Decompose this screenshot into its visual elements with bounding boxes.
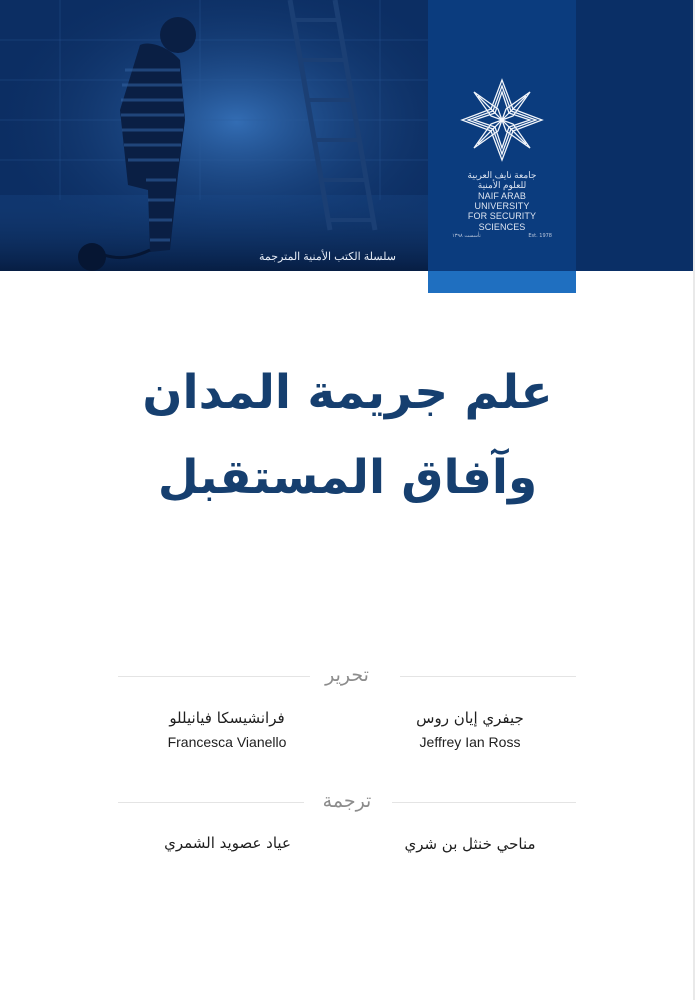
logo-english-line1: NAIF ARAB UNIVERSITY: [474, 190, 530, 212]
university-logo: [452, 78, 552, 239]
ball-and-chain: [78, 243, 106, 271]
editor1-arabic-name: جيفري إيان روس: [416, 709, 524, 727]
logo-arabic-line2: للعلوم الأمنية: [477, 180, 527, 191]
translator2-name: عياد عصويد الشمري: [164, 834, 291, 852]
prison-scene-image: [0, 0, 430, 271]
banner-edge: [576, 0, 695, 271]
book-title-line2: وآفاق المستقبل: [157, 450, 538, 505]
translation-label: ترجمة: [322, 790, 372, 812]
translator1-name: مناحي خنثل بن شري: [404, 835, 536, 853]
logo-arabic-line1: جامعة نايف العربية: [467, 170, 537, 180]
logo-est-english: Est. 1978: [528, 233, 552, 240]
editor2-arabic-name: فرانشيسكا فيانيللو: [169, 709, 285, 727]
star-emblem-icon: [460, 78, 544, 162]
editor1-english-name: Jeffrey Ian Ross: [419, 734, 521, 750]
accent-bar: [428, 271, 576, 293]
editor2-english-name: Francesca Vianello: [167, 734, 287, 750]
cover-banner: [0, 0, 695, 271]
translation-section-header: [118, 790, 576, 814]
editing-section-header: [118, 664, 576, 688]
logo-established: [452, 233, 552, 239]
series-label: سلسلة الكتب الأمنية المترجمة: [259, 251, 396, 263]
logo-english-line2: FOR SECURITY SCIENCES: [467, 211, 537, 232]
editing-label: تحرير: [325, 664, 369, 686]
book-title-line1: علم جريمة المدان: [142, 365, 553, 420]
logo-est-arabic: تأسست ١٣٩٨: [452, 233, 481, 240]
